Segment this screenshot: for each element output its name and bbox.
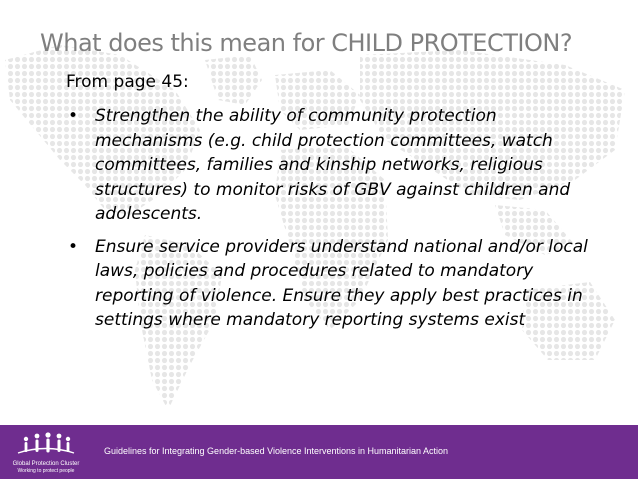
- map-greenland: [205, 55, 262, 105]
- bullet-text: Strengthen the ability of community protection mechanisms (e.g. child protection committees, watch committees, families and kinship networks, religious structures) to monitor risks of GBV against children and adolescents.: [95, 106, 571, 224]
- footer-bar: [0, 425, 638, 479]
- people-figures-icon: [12, 431, 80, 457]
- bullet-icon: •: [68, 106, 79, 126]
- bullet-item: [66, 104, 606, 227]
- global-protection-cluster-logo: [12, 431, 80, 475]
- bullet-icon: •: [68, 236, 79, 257]
- slide-title: What does this mean for CHILD PROTECTION?: [40, 29, 573, 57]
- logo-name: Global Protection Cluster: [12, 461, 80, 467]
- intro-text: From page 45:: [66, 72, 189, 92]
- bullet-list: [66, 104, 606, 333]
- bullet-item: [66, 235, 606, 333]
- bullet-text: Ensure service providers understand national and/or local laws, policies and procedures related to mandatory reporting of violence. Ensure they apply best practices in settings where mandatory reporting systems exist: [95, 236, 588, 330]
- footer-text: Guidelines for Integrating Gender-based Violence Interventions in Humanitarian Action: [104, 446, 449, 456]
- logo-tagline: Working to protect people: [17, 468, 75, 474]
